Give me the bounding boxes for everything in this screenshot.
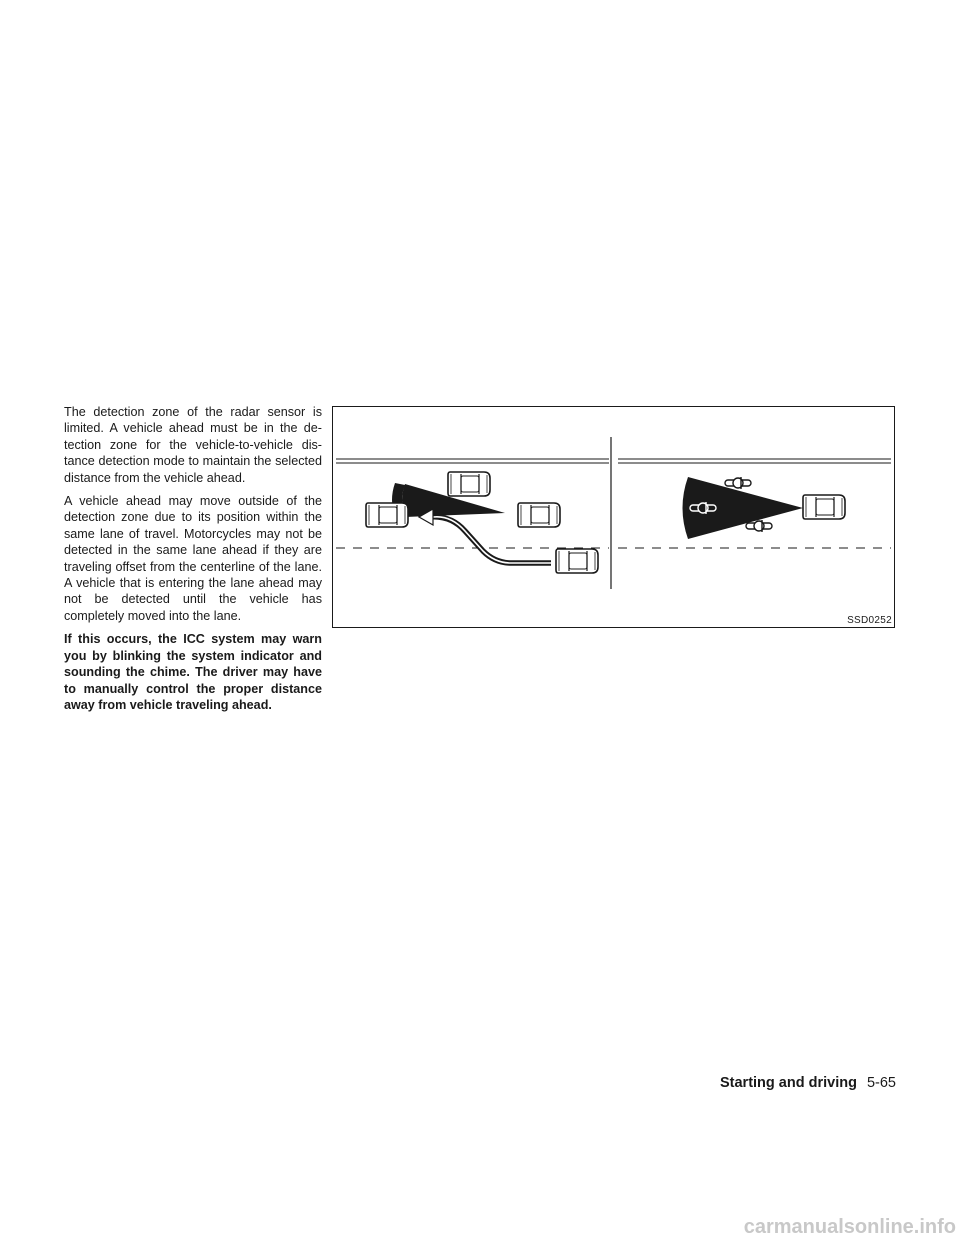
illustration-drawing [333, 407, 896, 629]
footer-section-title: Starting and driving [719, 1075, 857, 1091]
vehicle-entering-lane [556, 549, 598, 573]
motorcycle-offset-top [725, 477, 751, 489]
paragraph-vehicle-outside-zone: A vehicle ahead may move outside of the detection zone due to its position within the same lane of travel. Motorcycles may not be detected in the same lane ahead if they are traveling offset from the centerline of the lane. A vehicle that is entering the lane ahead may not be detected until the vehicle has completely moved into the lane. [64, 494, 322, 623]
footer-page-number: 5-65 [866, 1075, 896, 1091]
figure-code: SSD0252 [847, 615, 892, 626]
own-vehicle-right [803, 495, 845, 519]
own-vehicle-left [366, 503, 408, 527]
body-text-column [64, 404, 322, 720]
warning-paragraph: If this occurs, the ICC system may warn you by blinking the system indicator and sounding the chime. The driver may have to manually control the proper distance away from vehicle traveling ahead. [64, 632, 322, 712]
detection-zone-illustration [332, 406, 895, 628]
lane-boundary-right [618, 459, 891, 463]
paragraph-detection-zone: The detection zone of the radar sensor is limited. A vehicle ahead must be in the detection zone for the vehicle-to-vehicle distance detection mode to maintain the selected distance from the vehicle ahead. [64, 405, 322, 485]
watermark: carmanualsonline.info [743, 1216, 956, 1238]
vehicle-adjacent-lane-left [448, 472, 490, 496]
page-footer [720, 1074, 896, 1092]
lane-boundary-left [336, 459, 609, 463]
vehicle-ahead-left [518, 503, 560, 527]
